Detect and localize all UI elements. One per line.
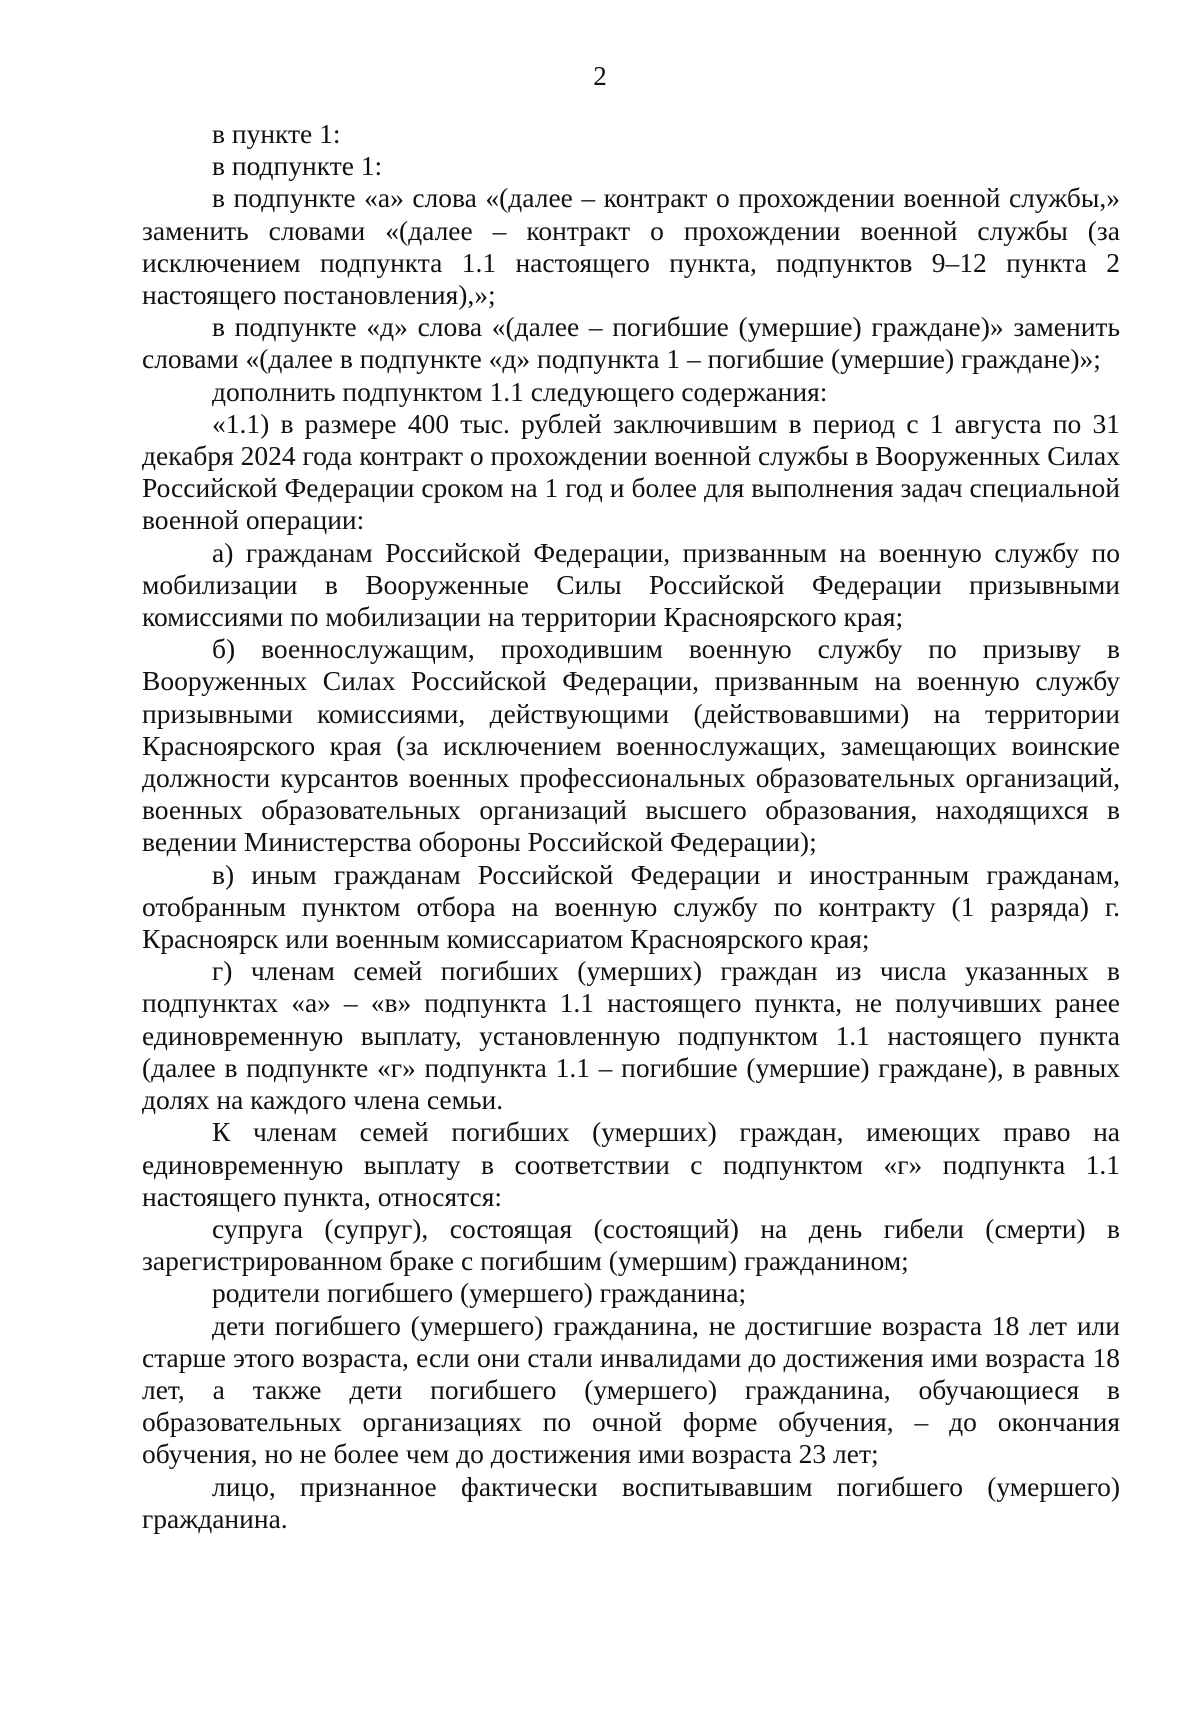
- paragraph: а) гражданам Российской Федерации, призванным на военную службу по мобилизации в Вооруженные Силы Российской Федерации призывными комиссиями по мобилизации на территории Красноярского края;: [142, 536, 1120, 633]
- paragraph: супруга (супруг), состоящая (состоящий) на день гибели (смерти) в зарегистрированном браке с погибшим (умершим) гражданином;: [142, 1212, 1120, 1277]
- paragraph: лицо, признанное фактически воспитывавшим погибшего (умершего) гражданина.: [142, 1470, 1120, 1534]
- paragraph: в подпункте «а» слова «(далее – контракт о прохождении военной службы,» заменить словами «(далее – контракт о прохождении военной службы (за исключением подпункта 1.1 настоящего пункта, подпунктов 9–12 пункта 2 настоящего постановления),»;: [142, 182, 1120, 311]
- paragraph: в подпункте 1:: [212, 150, 383, 182]
- paragraph: дети погибшего (умершего) гражданина, не достигшие возраста 18 лет или старше этого возраста, если они стали инвалидами до достижения ими возраста 18 лет, а также дети погибшего (умершего) гражданина, обучающиеся в образовательных организациях по очной форме обучения, – до окончания обучения, но не более чем до достижения ими возраста 23 лет;: [142, 1309, 1120, 1470]
- paragraph: К членам семей погибших (умерших) граждан, имеющих право на единовременную выплату в соответствии с подпунктом «г» подпункта 1.1 настоящего пункта, относятся:: [142, 1116, 1120, 1212]
- paragraph: г) членам семей погибших (умерших) граждан из числа указанных в подпунктах «а» – «в» подпункта 1.1 настоящего пункта, не получивших ранее единовременную выплату, установленную подпунктом 1.1 настоящего пункта (далее в подпункте «г» подпункта 1.1 – погибшие (умершие) граждане), в равных долях на каждого члена семьи.: [142, 955, 1120, 1116]
- paragraph: б) военнослужащим, проходившим военную службу по призыву в Вооруженных Силах Российской Федерации, призванным на военную службу призывными комиссиями, действующими (действовавшими) на территории Красноярского края (за исключением военнослужащих, замещающих воинские должности курсантов военных профессиональных образовательных организаций, военных образовательных организаций высшего образования, находящихся в ведении Министерства обороны Российской Федерации);: [142, 633, 1120, 858]
- paragraph: родители погибшего (умершего) гражданина;: [212, 1277, 747, 1309]
- paragraph: в) иным гражданам Российской Федерации и иностранным гражданам, отобранным пунктом отбора на военную службу по контракту (1 разряда) г. Красноярск или военным комиссариатом Красноярского края;: [142, 858, 1120, 955]
- paragraph: дополнить подпунктом 1.1 следующего содержания:: [212, 375, 828, 407]
- paragraph: «1.1) в размере 400 тыс. рублей заключившим в период с 1 августа по 31 декабря 2024 года контракт о прохождении военной службы в Вооруженных Силах Российской Федерации сроком на 1 год и более для выполнения задач специальной военной операции:: [142, 407, 1120, 536]
- document-body: [142, 118, 1120, 1535]
- paragraph: в подпункте «д» слова «(далее – погибшие (умершие) граждане)» заменить словами «(далее в подпункте «д» подпункта 1 – погибшие (умершие) граждане)»;: [142, 311, 1120, 375]
- paragraph: в пункте 1:: [212, 118, 341, 149]
- page-number: 2: [593, 61, 607, 91]
